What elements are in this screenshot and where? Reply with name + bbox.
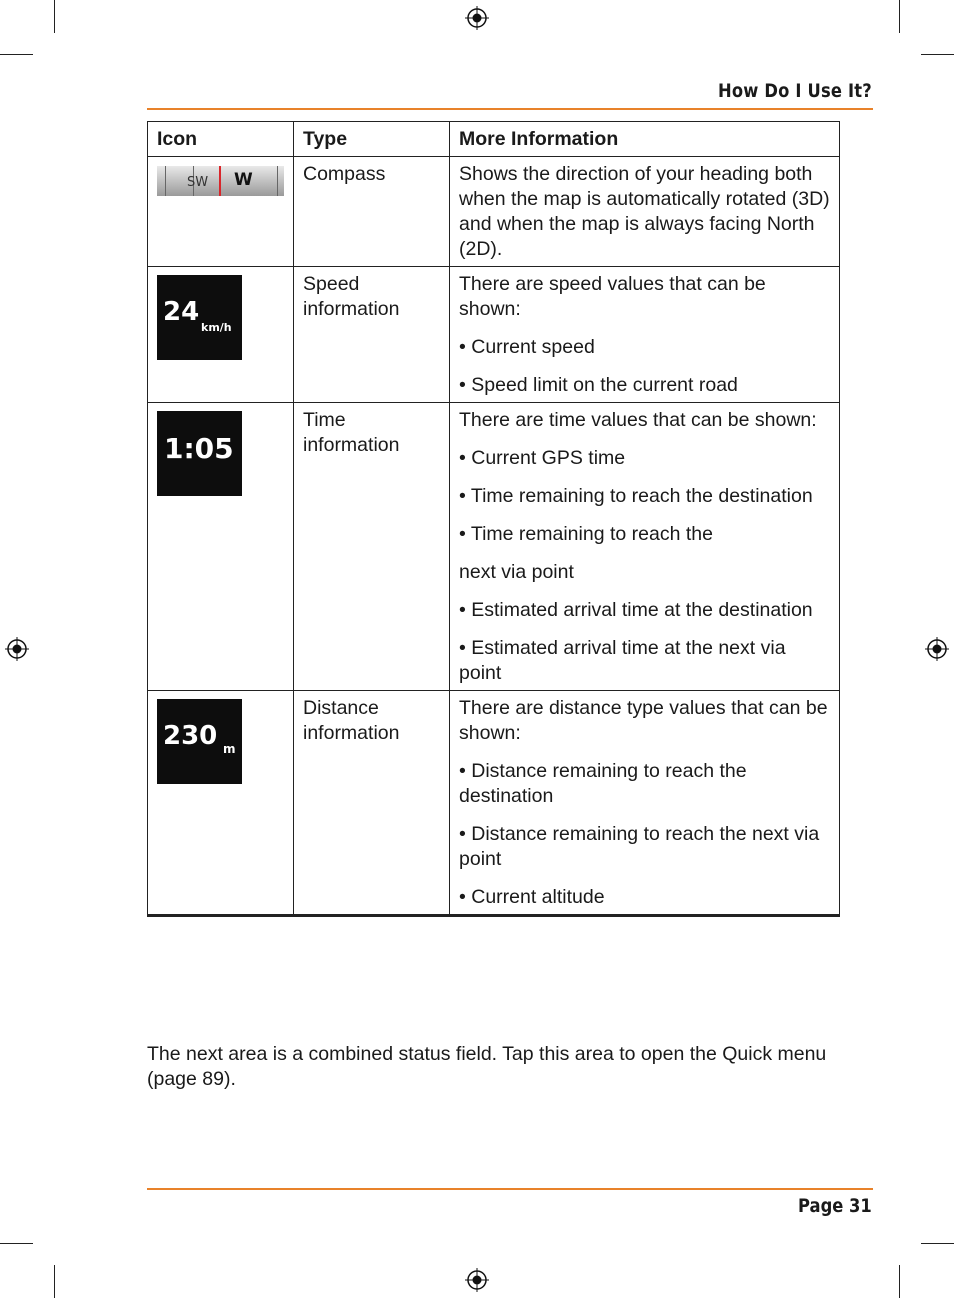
- info-cell: [450, 267, 840, 403]
- info-text: • Estimated arrival time at the destination: [459, 599, 813, 621]
- speed-icon: [157, 275, 242, 360]
- info-text: There are speed values that can be shown:: [459, 273, 766, 320]
- info-text: next via point: [459, 561, 574, 583]
- crop-mark: [899, 1265, 900, 1298]
- header-rule: [147, 108, 873, 110]
- info-text: • Time remaining to reach the: [459, 523, 713, 545]
- table-row: [148, 157, 840, 267]
- status-icons-table: [147, 121, 840, 917]
- compass-sw-label: SW: [187, 175, 209, 190]
- table-row: [148, 691, 840, 916]
- icon-cell: [148, 691, 294, 916]
- crop-mark: [0, 1243, 33, 1244]
- info-text: • Current altitude: [459, 886, 605, 908]
- info-text: • Time remaining to reach the destination: [459, 485, 813, 507]
- info-text: • Distance remaining to reach the destination: [459, 760, 747, 807]
- type-cell: Time information: [294, 403, 450, 691]
- speed-value: 24: [163, 297, 200, 327]
- icon-cell: [148, 157, 294, 267]
- column-header-info: More Information: [450, 122, 840, 157]
- table-row: [148, 403, 840, 691]
- column-header-icon: Icon: [148, 122, 294, 157]
- time-icon: [157, 411, 242, 496]
- crop-mark: [899, 0, 900, 33]
- info-cell: [450, 403, 840, 691]
- type-cell: Distance information: [294, 691, 450, 916]
- info-text: There are distance type values that can be shown:: [459, 697, 828, 744]
- type-cell: Compass: [294, 157, 450, 267]
- info-text: • Current GPS time: [459, 447, 626, 469]
- registration-mark-icon: [465, 1268, 489, 1292]
- info-text: Shows the direction of your heading both when the map is automatically rotated (3D) and when the map is always facing North (2D).: [459, 163, 830, 260]
- time-value: 1:05: [164, 432, 234, 465]
- table-row: [148, 267, 840, 403]
- info-text: • Estimated arrival time at the next via point: [459, 637, 786, 684]
- icon-cell: [148, 267, 294, 403]
- info-cell: [450, 691, 840, 916]
- crop-mark: [0, 54, 33, 55]
- distance-icon: [157, 699, 242, 784]
- column-header-type: Type: [294, 122, 450, 157]
- info-cell: [450, 157, 840, 267]
- info-text: • Current speed: [459, 336, 595, 358]
- info-text: • Speed limit on the current road: [459, 374, 738, 396]
- distance-unit: m: [223, 742, 236, 756]
- page-number: Page 31: [798, 1195, 872, 1217]
- crop-mark: [921, 1243, 954, 1244]
- table-header-row: [148, 122, 840, 157]
- footer-rule: [147, 1188, 873, 1190]
- crop-mark: [54, 0, 55, 33]
- body-paragraph: The next area is a combined status field. Tap this area to open the Quick menu (page 89).: [147, 1043, 827, 1090]
- crop-mark: [921, 54, 954, 55]
- registration-mark-icon: [465, 6, 489, 30]
- compass-w-label: W: [234, 170, 253, 190]
- info-text: • Distance remaining to reach the next via point: [459, 823, 820, 870]
- speed-unit: km/h: [201, 321, 232, 334]
- icon-cell: [148, 403, 294, 691]
- type-cell: Speed information: [294, 267, 450, 403]
- registration-mark-icon: [5, 637, 29, 661]
- page-header-title: How Do I Use It?: [718, 80, 872, 102]
- compass-icon: [157, 166, 284, 196]
- registration-mark-icon: [925, 637, 949, 661]
- crop-mark: [54, 1265, 55, 1298]
- distance-value: 230: [163, 721, 218, 751]
- info-text: There are time values that can be shown:: [459, 409, 817, 431]
